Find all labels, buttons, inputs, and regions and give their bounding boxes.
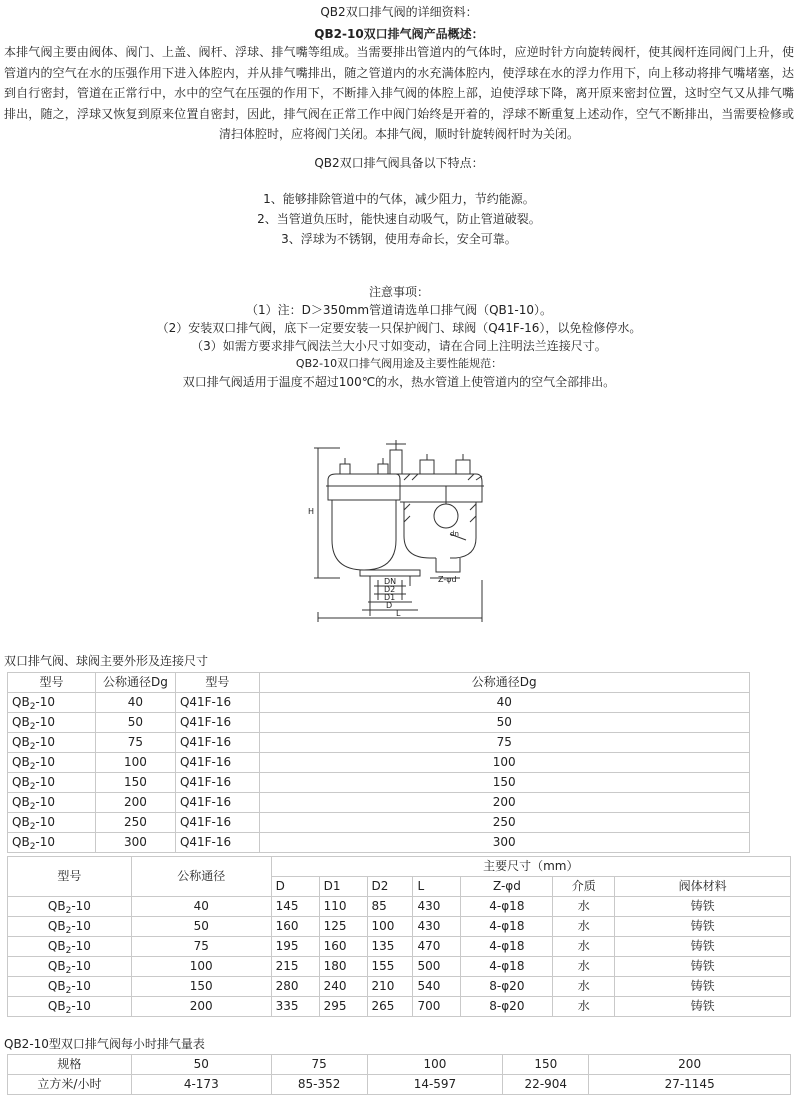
feature-item-3: 3、浮球为不锈钢，使用寿命长，安全可靠。 — [281, 232, 517, 246]
valve-model-cell: Q41F-16 — [175, 693, 259, 713]
model-base: QB — [12, 815, 30, 829]
model-cell — [8, 917, 132, 937]
table2-subheader: D2 — [367, 877, 413, 897]
note-item-3: （3）如需方要求排气阀法兰大小尺寸如变动，请在合同上注明法兰连接尺寸。 — [191, 339, 607, 353]
features-heading: QB2双口排气阀具备以下特点： — [314, 156, 484, 170]
model-tail: -10 — [71, 919, 91, 933]
model-subscript: 2 — [65, 1006, 72, 1016]
table2-subheader: D — [271, 877, 319, 897]
model-base: QB — [12, 735, 30, 749]
table3-row1-label: 规格 — [8, 1055, 132, 1075]
model-subscript: 2 — [29, 762, 36, 772]
d-cell: 215 — [271, 957, 319, 977]
model-cell — [8, 833, 96, 853]
material-cell: 铸铁 — [615, 917, 791, 937]
dn-cell: 100 — [131, 957, 271, 977]
medium-cell: 水 — [553, 897, 615, 917]
d1-cell: 180 — [319, 957, 367, 977]
model-cell — [8, 937, 132, 957]
volume-cell: 4-173 — [131, 1075, 271, 1095]
model-subscript: 2 — [65, 986, 72, 996]
overview-text: 本排气阀主要由阀体、阀门、上盖、阀杆、浮球、排气嘴等组成。当需要排出管道内的气体时，应逆时针方向旋转阀杆，使其阀杆连同阀门上升，使管道内的空气在水的压强作用下进入体腔内，并从排气嘴排出，随之管道内的水充满体腔内，使浮球在水的浮力作用下，向上移动将排气嘴堵塞，达到自行密封，管道在正常行中，水中的空气在压强的作用下，不断排入排气阀的体腔上部，迫使浮球下降，离开原来密封位置，这时空气又从排气嘴排出，随之，浮球又恢复到原来位置自密封，因此，排气阀在正常工作中阀门始终是开着的，浮球不断重复上述动作，空气不断排出，当需要检修或清扫体腔时，应将阀门关闭。本排气阀，顺时针旋转阀杆时为关闭。 — [4, 45, 794, 141]
model-tail: -10 — [35, 835, 56, 849]
model-tail: -10 — [35, 735, 56, 749]
model-base: QB — [12, 775, 30, 789]
table3-caption: QB2-10型双口排气阀每小时排气量表 — [4, 1037, 205, 1051]
material-cell: 铸铁 — [615, 957, 791, 977]
d1-cell: 240 — [319, 977, 367, 997]
medium-cell: 水 — [553, 917, 615, 937]
table-row — [8, 937, 791, 957]
page-title: QB2双口排气阀的详细资料： — [320, 5, 478, 19]
model-subscript: 2 — [29, 742, 36, 752]
blank-cell — [749, 733, 775, 753]
table2-subheader: L — [413, 877, 461, 897]
valve-model-cell: Q41F-16 — [175, 833, 259, 853]
material-cell: 铸铁 — [615, 997, 791, 1017]
volume-cell: 27-1145 — [589, 1075, 791, 1095]
valve-dg-cell: 50 — [259, 713, 749, 733]
model-cell — [8, 897, 132, 917]
volume-cell: 22-904 — [503, 1075, 589, 1095]
z-cell: 4-φ18 — [461, 937, 553, 957]
model-cell — [8, 813, 96, 833]
dn-cell: 150 — [131, 977, 271, 997]
dimension-table-1 — [7, 672, 775, 853]
blank-cell — [749, 693, 775, 713]
valve-model-cell: Q41F-16 — [175, 733, 259, 753]
table1-caption: 双口排气阀、球阀主要外形及连接尺寸 — [4, 654, 209, 668]
medium-cell: 水 — [553, 997, 615, 1017]
valve-dg-cell: 75 — [259, 733, 749, 753]
valve-model-cell: Q41F-16 — [175, 773, 259, 793]
material-cell: 铸铁 — [615, 977, 791, 997]
d2-cell: 265 — [367, 997, 413, 1017]
table-row — [8, 897, 791, 917]
l-cell: 430 — [413, 897, 461, 917]
dg-cell: 200 — [95, 793, 175, 813]
model-subscript: 2 — [65, 926, 72, 936]
table1-header-valve: 型号 — [175, 673, 259, 693]
note-item-2: （2）安装双口排气阀，底下一定要安装一只保护阀门、球阀（Q41F-16），以免检修停水。 — [156, 321, 642, 335]
model-base: QB — [47, 959, 66, 973]
table-row — [8, 917, 791, 937]
feature-item-2: 2、当管道负压时，能快速自动吸气，防止管道破裂。 — [257, 212, 541, 226]
model-subscript: 2 — [29, 782, 36, 792]
medium-cell: 水 — [553, 977, 615, 997]
model-subscript: 2 — [65, 946, 72, 956]
d2-cell: 155 — [367, 957, 413, 977]
valve-model-cell: Q41F-16 — [175, 753, 259, 773]
table3-row-spec — [8, 1055, 791, 1075]
table2-header-row — [8, 857, 791, 877]
table-row — [8, 977, 791, 997]
dimension-table-2 — [7, 856, 791, 1017]
spec-cell: 100 — [367, 1055, 503, 1075]
model-subscript: 2 — [29, 702, 36, 712]
medium-cell: 水 — [553, 957, 615, 977]
dim-label-d2: D2 — [384, 585, 396, 594]
d-cell: 335 — [271, 997, 319, 1017]
spec-cell: 150 — [503, 1055, 589, 1075]
model-cell — [8, 713, 96, 733]
valve-model-cell: Q41F-16 — [175, 793, 259, 813]
l-cell: 540 — [413, 977, 461, 997]
table2-header-model: 型号 — [8, 857, 132, 897]
dg-cell: 250 — [95, 813, 175, 833]
model-tail: -10 — [35, 715, 56, 729]
model-cell — [8, 997, 132, 1017]
model-base: QB — [47, 939, 66, 953]
model-cell — [8, 957, 132, 977]
dim-label-d1: D1 — [384, 593, 396, 602]
d-cell: 160 — [271, 917, 319, 937]
dn-cell: 200 — [131, 997, 271, 1017]
table1-blank — [749, 673, 775, 693]
medium-cell: 水 — [553, 937, 615, 957]
d1-cell: 160 — [319, 937, 367, 957]
table1-header-model: 型号 — [8, 673, 96, 693]
model-tail: -10 — [71, 999, 91, 1013]
l-cell: 470 — [413, 937, 461, 957]
note-item-1: （1）注：D＞350mm管道请选单口排气阀（QB1-10）。 — [245, 303, 553, 317]
table2-header-main: 主要尺寸（mm） — [271, 857, 790, 877]
blank-cell — [749, 793, 775, 813]
table2-subheader: 阀体材料 — [615, 877, 791, 897]
table2-header-dn: 公称通径 — [131, 857, 271, 897]
d-cell: 195 — [271, 937, 319, 957]
z-cell: 4-φ18 — [461, 917, 553, 937]
table3-row-volume — [8, 1075, 791, 1095]
model-tail: -10 — [35, 755, 56, 769]
valve-dg-cell: 250 — [259, 813, 749, 833]
l-cell: 700 — [413, 997, 461, 1017]
z-cell: 8-φ20 — [461, 977, 553, 997]
dg-cell: 40 — [95, 693, 175, 713]
d2-cell: 100 — [367, 917, 413, 937]
model-tail: -10 — [71, 979, 91, 993]
l-cell: 430 — [413, 917, 461, 937]
table-row — [8, 833, 776, 853]
blank-cell — [749, 773, 775, 793]
table2-subheader: Z-φd — [461, 877, 553, 897]
model-tail: -10 — [35, 775, 56, 789]
table-row — [8, 753, 776, 773]
model-tail: -10 — [71, 959, 91, 973]
dg-cell: 50 — [95, 713, 175, 733]
dn-cell: 40 — [131, 897, 271, 917]
model-base: QB — [47, 979, 66, 993]
overview-heading: QB2-10双口排气阀产品概述： — [314, 27, 484, 41]
z-cell: 4-φ18 — [461, 957, 553, 977]
dim-label-dn: DN — [384, 577, 397, 586]
d-cell: 145 — [271, 897, 319, 917]
table-row — [8, 957, 791, 977]
table2-subheader: D1 — [319, 877, 367, 897]
dim-label-dn-small: dn — [450, 530, 459, 538]
model-cell — [8, 793, 96, 813]
model-base: QB — [47, 899, 66, 913]
model-base: QB — [12, 715, 30, 729]
model-tail: -10 — [71, 939, 91, 953]
model-cell — [8, 773, 96, 793]
model-subscript: 2 — [29, 722, 36, 732]
dg-cell: 150 — [95, 773, 175, 793]
z-cell: 8-φ20 — [461, 997, 553, 1017]
model-tail: -10 — [71, 899, 91, 913]
exhaust-volume-table — [7, 1054, 791, 1095]
model-subscript: 2 — [29, 822, 36, 832]
table3-row2-label: 立方米/小时 — [8, 1075, 132, 1095]
model-base: QB — [47, 919, 66, 933]
dn-cell: 75 — [131, 937, 271, 957]
model-tail: -10 — [35, 815, 56, 829]
model-base: QB — [12, 755, 30, 769]
valve-dg-cell: 40 — [259, 693, 749, 713]
model-base: QB — [47, 999, 66, 1013]
model-cell — [8, 693, 96, 713]
model-cell — [8, 733, 96, 753]
table-row — [8, 813, 776, 833]
valve-dg-cell: 200 — [259, 793, 749, 813]
volume-cell: 14-597 — [367, 1075, 503, 1095]
material-cell: 铸铁 — [615, 937, 791, 957]
volume-cell: 85-352 — [271, 1075, 367, 1095]
dim-label-d: D — [386, 601, 393, 610]
table1-header-dg: 公称通径Dg — [95, 673, 175, 693]
dim-label-h: H — [308, 507, 315, 516]
spec-cell: 75 — [271, 1055, 367, 1075]
dn-cell: 50 — [131, 917, 271, 937]
model-subscript: 2 — [65, 906, 72, 916]
table-row — [8, 713, 776, 733]
d-cell: 280 — [271, 977, 319, 997]
valve-model-cell: Q41F-16 — [175, 713, 259, 733]
dim-label-z: Z-φd — [438, 575, 457, 584]
spec-cell: 200 — [589, 1055, 791, 1075]
d2-cell: 210 — [367, 977, 413, 997]
table-row — [8, 773, 776, 793]
table1-header-row — [8, 673, 776, 693]
model-base: QB — [12, 795, 30, 809]
table-row — [8, 997, 791, 1017]
table-row — [8, 733, 776, 753]
dim-label-l: L — [396, 609, 401, 618]
valve-dg-cell: 150 — [259, 773, 749, 793]
table2-subheader: 介质 — [553, 877, 615, 897]
d2-cell: 85 — [367, 897, 413, 917]
dg-cell: 75 — [95, 733, 175, 753]
model-tail: -10 — [35, 695, 56, 709]
material-cell: 铸铁 — [615, 897, 791, 917]
d2-cell: 135 — [367, 937, 413, 957]
notes-heading: 注意事项： — [368, 285, 429, 299]
table-row — [8, 693, 776, 713]
dg-cell: 300 — [95, 833, 175, 853]
d1-cell: 110 — [319, 897, 367, 917]
valve-technical-drawing — [300, 440, 500, 625]
blank-cell — [749, 753, 775, 773]
valve-dg-cell: 300 — [259, 833, 749, 853]
blank-cell — [749, 813, 775, 833]
spec-cell: 50 — [131, 1055, 271, 1075]
valve-dg-cell: 100 — [259, 753, 749, 773]
valve-model-cell: Q41F-16 — [175, 813, 259, 833]
d1-cell: 295 — [319, 997, 367, 1017]
dg-cell: 100 — [95, 753, 175, 773]
blank-cell — [749, 833, 775, 853]
model-base: QB — [12, 695, 30, 709]
feature-item-1: 1、能够排除管道中的气体，减少阻力，节约能源。 — [263, 192, 535, 206]
usage-heading: QB2-10双口排气阀用途及主要性能规范： — [295, 357, 503, 370]
blank-cell — [749, 713, 775, 733]
model-tail: -10 — [35, 795, 56, 809]
model-subscript: 2 — [65, 966, 72, 976]
d1-cell: 125 — [319, 917, 367, 937]
table1-header-dg2: 公称通径Dg — [259, 673, 749, 693]
z-cell: 4-φ18 — [461, 897, 553, 917]
model-subscript: 2 — [29, 842, 36, 852]
l-cell: 500 — [413, 957, 461, 977]
usage-text: 双口排气阀适用于温度不超过100℃的水，热水管道上使管道内的空气全部排出。 — [182, 375, 616, 389]
table-row — [8, 793, 776, 813]
model-cell — [8, 753, 96, 773]
model-base: QB — [12, 835, 30, 849]
model-cell — [8, 977, 132, 997]
model-subscript: 2 — [29, 802, 36, 812]
